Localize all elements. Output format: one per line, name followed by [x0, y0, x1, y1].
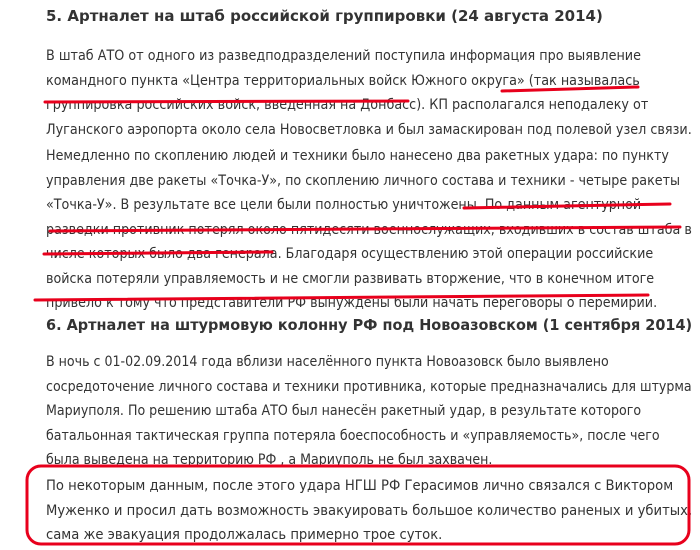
text-line: сосредоточение личного состава и техники противника, которые предназначались для штурма: [46, 377, 692, 395]
text-line: войска потеряли управляемость и не смогли развивать вторжение, что в конечном итоге: [46, 269, 655, 287]
section-6-paragraph-2: [46, 474, 700, 548]
section-5-paragraph-2: [46, 144, 700, 316]
text-line: была выведена на территорию РФ , а Мариуполь не был захвачен.: [46, 451, 493, 468]
text-line: числе которых было два генерала. Благодаря осуществлению этой операции российские: [46, 245, 654, 262]
text-line: батальонная тактическая группа потеряла боеспособность и «управляемость», после чего: [46, 426, 660, 444]
text-line: разведки противник потерял около пятидесяти военнослужащих, входивших в состав штаба в: [46, 220, 692, 238]
text-line: управления две ракеты «Точка-У», по скоплению личного состава и техники - четыре ракеты: [46, 171, 681, 189]
text-line: «Точка-У». В результате все цели были полностью уничтожены. По данным агентурной: [46, 196, 642, 213]
text-line: В штаб АТО от одного из разведподразделений поступила информация про выявление: [46, 47, 641, 64]
text-line: Муженко и просил дать возможность эвакуировать большое количество раненых и убитых,: [46, 501, 693, 519]
section-5-paragraph-1: [46, 44, 700, 142]
text-line: В ночь с 01-02.09.2014 года вблизи населённого пункта Новоазовск было выявлено: [46, 353, 609, 370]
text-line: группировка российских войск, введенная на Донбасс). КП располагался неподалеку от: [46, 96, 649, 113]
text-line: Немедленно по скоплению людей и техники было нанесено два ракетных удара: по пункту: [46, 147, 669, 164]
text-line: командного пункта «Центра территориальных войск Южного округа» (так называлась: [46, 71, 640, 89]
section-5-heading: 5. Артналет на штаб российской группировки (24 августа 2014): [46, 7, 603, 25]
text-line: сама же эвакуация продолжалась примерно трое суток.: [46, 526, 443, 543]
text-line: Мариуполя. По решению штаба АТО был нанесён ракетный удар, в результате которого: [46, 402, 642, 419]
section-6-paragraph-1: [46, 350, 700, 473]
section-6-heading: 6. Артналет на штурмовую колонну РФ под Новоазовском (1 сентября 2014): [46, 316, 693, 334]
text-line: По некоторым данным, после этого удара НГШ РФ Герасимов лично связался с Виктором: [46, 477, 674, 494]
text-line: привело к тому что представители РФ вынуждены были начать переговоры о перемирии.: [46, 294, 658, 311]
text-line: Луганского аэропорта около села Новосветловка и был замаскирован под полевой узел связи.: [46, 120, 692, 138]
